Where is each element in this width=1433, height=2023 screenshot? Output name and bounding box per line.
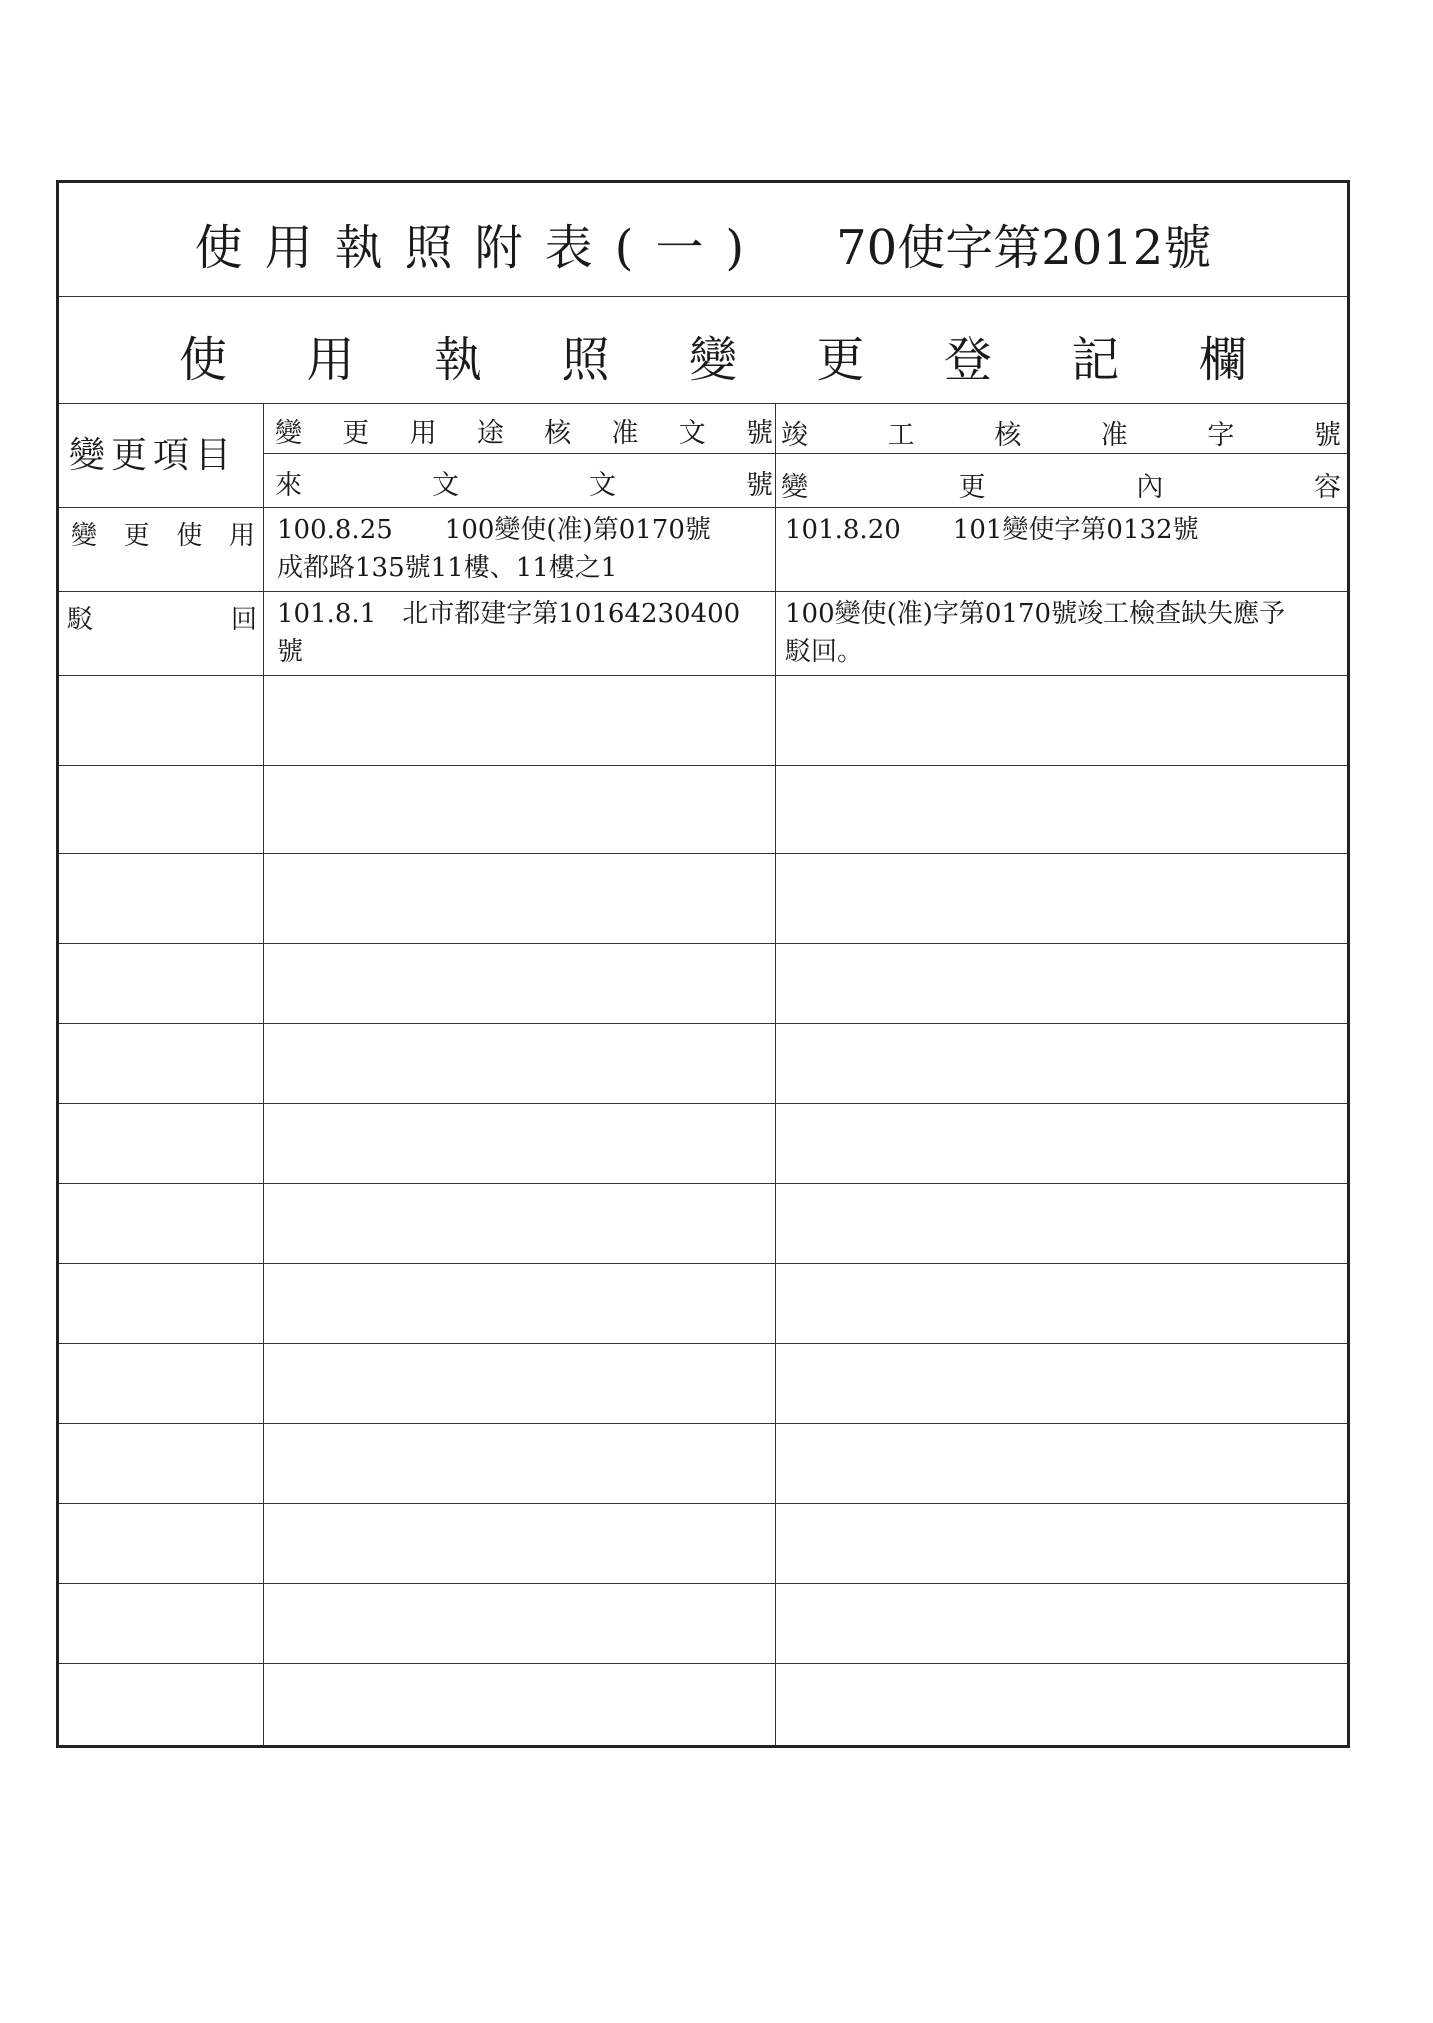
header-char: 准 — [1100, 420, 1128, 451]
empty-row-divider — [59, 1183, 1347, 1184]
row-result-line: 駁回。 — [785, 637, 864, 667]
column-divider — [775, 403, 776, 1745]
row-item-char: 用 — [228, 521, 255, 551]
section-title-char: 變 — [688, 332, 737, 388]
header-char: 號 — [746, 470, 773, 501]
header-char: 用 — [409, 418, 437, 449]
header-char: 來 — [275, 470, 302, 501]
header-char: 文 — [432, 470, 459, 501]
empty-row-divider — [59, 765, 1347, 766]
header-char: 文 — [589, 470, 616, 501]
section-title-char: 照 — [561, 332, 610, 388]
row-doc-line: 號 — [277, 637, 304, 667]
header-completion-no — [781, 413, 1347, 452]
header-char: 更 — [958, 472, 986, 503]
row-doc-cell — [277, 511, 711, 587]
empty-row-divider — [59, 1663, 1347, 1664]
section-title-char: 記 — [1071, 332, 1120, 388]
empty-row-divider — [59, 1103, 1347, 1104]
header-incoming-doc-no — [275, 463, 773, 502]
column-divider — [263, 403, 264, 1745]
row-item-change-use — [71, 515, 255, 552]
row-result-line: 101.8.20 101變使字第0132號 — [785, 515, 1199, 545]
section-title-char: 更 — [816, 332, 865, 388]
row-result-line: 100變使(准)字第0170號竣工檢查缺失應予 — [785, 599, 1286, 629]
empty-row-divider — [59, 1263, 1347, 1264]
header-char: 字 — [1207, 420, 1235, 451]
header-char: 准 — [611, 418, 639, 449]
section-title — [59, 321, 1347, 390]
row-item-char: 回 — [230, 605, 257, 635]
row-item-char: 變 — [71, 521, 98, 551]
header-char: 途 — [476, 418, 504, 449]
empty-row-divider — [59, 1503, 1347, 1504]
row-item-char: 駁 — [67, 605, 94, 635]
row-result-cell — [785, 511, 1199, 549]
divider — [59, 675, 1347, 676]
permit-form-table — [56, 180, 1350, 1748]
empty-row-divider — [59, 1023, 1347, 1024]
header-char: 核 — [994, 420, 1022, 451]
empty-row-divider — [59, 1583, 1347, 1584]
row-item-char: 更 — [123, 521, 150, 551]
header-char: 變 — [275, 418, 302, 449]
header-char: 核 — [544, 418, 572, 449]
row-item-rejected — [67, 599, 257, 636]
header-approval-doc-no — [275, 411, 773, 450]
empty-row-divider — [59, 853, 1347, 854]
header-char: 竣 — [781, 420, 808, 451]
header-char: 變 — [781, 472, 808, 503]
empty-row-divider — [59, 1343, 1347, 1344]
header-char: 內 — [1136, 472, 1164, 503]
row-doc-line: 成都路135號11樓、11樓之1 — [277, 553, 618, 583]
header-char: 號 — [745, 418, 773, 449]
row-doc-cell — [277, 595, 740, 671]
divider — [263, 453, 1347, 454]
row-item-char: 使 — [176, 521, 203, 551]
divider — [59, 507, 1347, 508]
form-title — [59, 209, 1347, 278]
row-result-cell — [785, 595, 1285, 671]
section-title-char: 執 — [433, 332, 482, 388]
empty-row-divider — [59, 1423, 1347, 1424]
header-char: 號 — [1313, 420, 1341, 451]
form-title-label: 使用執照附表(一) — [194, 220, 767, 276]
section-title-char: 登 — [943, 332, 992, 388]
empty-row-divider — [59, 943, 1347, 944]
header-char: 文 — [678, 418, 706, 449]
header-change-item: 變更項目 — [69, 435, 238, 476]
header-char: 更 — [342, 418, 370, 449]
permit-number: 70使字第2012號 — [836, 220, 1212, 276]
header-char: 工 — [887, 420, 915, 451]
divider — [59, 591, 1347, 592]
header-char: 容 — [1313, 472, 1341, 503]
divider — [59, 403, 1347, 404]
divider — [59, 296, 1347, 297]
section-title-char: 使 — [179, 332, 228, 388]
row-doc-line: 100.8.25 100變使(准)第0170號 — [277, 515, 711, 545]
row-doc-line: 101.8.1 北市都建字第10164230400 — [277, 599, 741, 629]
header-change-content — [781, 465, 1347, 504]
section-title-char: 欄 — [1198, 332, 1247, 388]
section-title-char: 用 — [306, 332, 355, 388]
